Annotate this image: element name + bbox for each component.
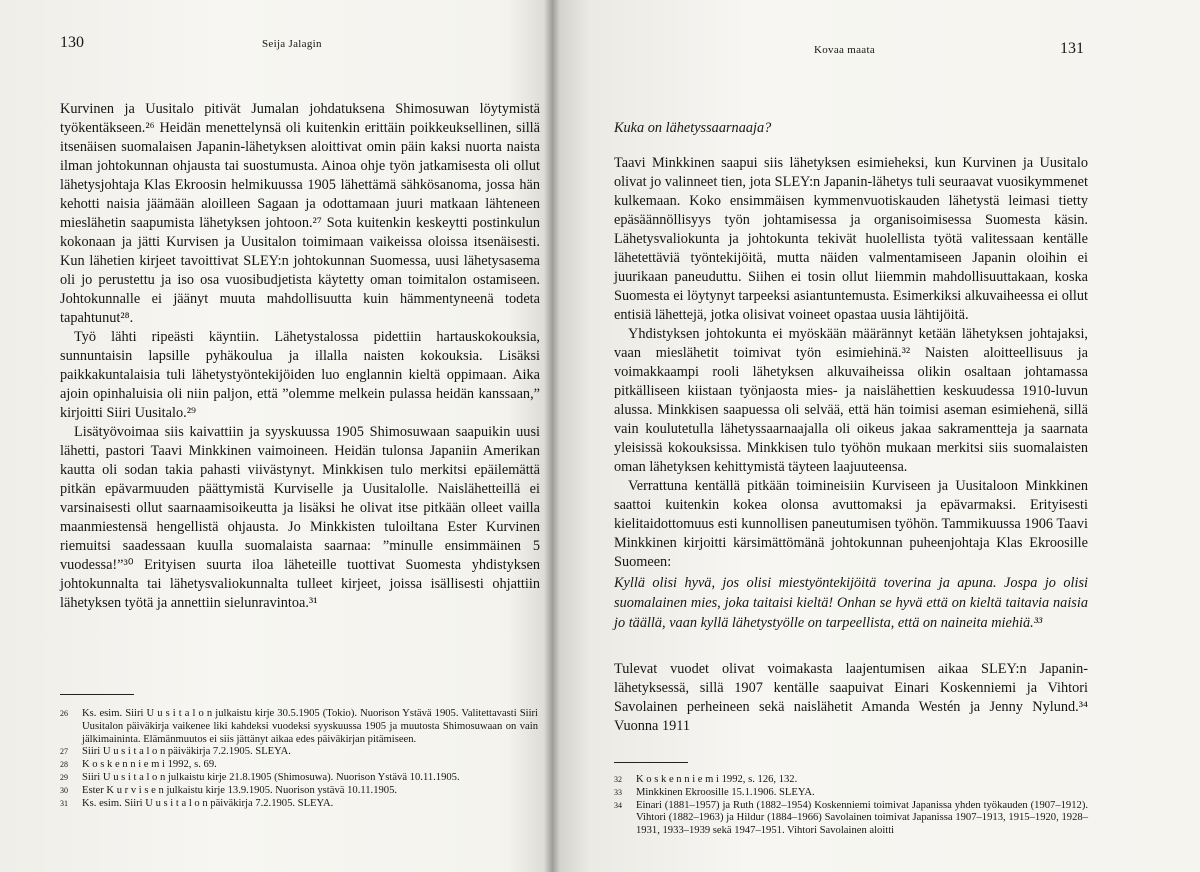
right-body-text	[614, 154, 1088, 572]
paragraph: Lisätyövoimaa siis kaivattiin ja syyskuussa 1905 Shimosuwaan saapuikin uusi lähetti, pastori Taavi Minkkinen vaimoineen. Heidän tulonsa Japaniin Amerikan kautta oli sodan takia pahasti viivästynyt. Minkkisen tulo merkitsi epäilemättä pitkän epävarmuuden päättymistä Kurviselle ja Uusitalolle. Naislähetteillä ei varsinaisesti ollut saarnaamisoikeutta ja lisäksi he olivat itse pitkään olleet vailla maanmiestensä hengellistä ohjausta. Jo Minkkisten tuloiltana Ester Kurvinen riemuitsi saadessaan kuulla suomalaista saarnaa: ”minulle ensimmäinen 5 vuodessa!”³⁰ Erityisen suurta iloa läheteille tuottivat Suomesta yhdistyksen johtokunnalta tai lähetysvaliokunnalta tulleet kirjeet, joissa isällisesti ohjattiin lähetyksen työtä ja annettiin sielunravintoa.³¹	[60, 424, 540, 611]
paragraph: Tulevat vuodet olivat voimakasta laajentumisen aikaa SLEY:n Japanin-lähetyksessä, sillä 1907 kentälle saapuivat Einari Koskenniemi ja Vihtori Savolainen perheineen sekä naislähetit Amanda Westén ja Jenny Nylund.³⁴ Vuonna 1911	[614, 661, 1088, 734]
paragraph: Verrattuna kentällä pitkään toimineisiin Kurviseen ja Uusitaloon Minkkinen saattoi kuitenkin kokea olonsa avuttomaksi ja epävarmaksi. Erityisesti kielitaidottomuus esti kunnollisen paneutumisen työhön. Tammikuussa 1906 Taavi Minkkinen kirjoitti kärsimättömänä johtokunnan puheenjohtaja Klas Ekroosille Suomeen:	[614, 478, 1088, 570]
footnote: 32 K o s k e n n i e m i 1992, s. 126, 132.	[614, 774, 798, 785]
page-number-right: 131	[1060, 40, 1084, 57]
right-body-continuation	[614, 660, 1088, 736]
paragraph: Taavi Minkkinen saapui siis lähetyksen esimieheksi, kun Kurvinen ja Uusitalo olivat jo valinneet tien, jota SLEY:n Japanin-lähetys tuli seuraavat vuosikymmenet kulkemaan. Koko ensimmäisen kymmenvuotiskauden lähetystä leimasi tietty epäsäännöllisyys työn johtamisessa ja organisoimisessa Suomesta käsin. Lähetysvaliokunta ja johtokunta tekivät huolellista työtä valitessaan kentälle lähetettäviä työntekijöitä, mutta näiden valmentamiseen Japanin oloihin ei juurikaan paneuduttu. Siihen ei tosin ollut liiemmin mahdollisuuttakaan, koska Suomesta ei löytynyt tarpeeksi asiantuntemusta. Esimerkiksi alkuvaiheessa ei ollut entisiä lähettejä, jotka olisivat voineet opastaa uusia lähtijöitä.	[614, 155, 1088, 323]
footnotes-left	[60, 708, 538, 810]
paragraph: Kurvinen ja Uusitalo pitivät Jumalan johdatuksena Shimosuwan löytymistä työkentäkseen.²⁶ Heidän menettelynsä oli kuitenkin erittäin poikkeuksellinen, sillä itsenäisen suomalaisen Japanin-lähetyksen aloittivat omin päin kaksi nuorta naista ilman johtokunnan ohjausta tai suostumusta. Ainoa ohje työn jatkamisesta oli ollut lähetysjohtaja Klas Ekroosin helmikuussa 1905 lähettämä sähkösanoma, jossa hän kehotti naisia jäämään aloilleen Sagaan ja odottamaan juuri matkaan lähteneen mieslähetin saapumista lähetyksen johtoon.²⁷ Sota kuitenkin keskeytti postinkulun kokonaan ja jätti Kurvisen ja Uusitalon toimimaan vaikeissa oloissa itsenäisesti. Kun lähetien kirjeet tavoittivat SLEY:n johtokunnan Suomessa, uusi lähetysasema oli jo perustettu ja iso osa vuosibudjetista käytetty oman toimitalon ostamiseen. Johtokunnalle ei jäänyt muuta mahdollisuutta kuin hämmentyneenä todeta tapahtunut²⁸.	[60, 101, 540, 326]
footnote: 30 Ester K u r v i s e n julkaistu kirje 13.9.1905. Nuorison ystävä 10.11.1905.	[60, 784, 398, 796]
book-gutter-shadow	[544, 0, 560, 872]
page-number-left: 130	[60, 34, 84, 51]
section-heading: Kuka on lähetyssaarnaaja?	[614, 120, 772, 136]
footnote: 29 Siiri U u s i t a l o n julkaistu kirje 21.8.1905 (Shimosuwa). Nuorison Ystävä 10.11.1905.	[60, 771, 460, 783]
footnote: 34 Einari (1881–1957) ja Ruth (1882–1954) Koskenniemi toimivat Japanissa yhden työkauden (1907–1912). Vihtori (1882–1963) ja Hildur (1884–1966) Savolainen toimivat Japanissa 1907–1913, 1915–1920, 1928–1931, 1933–1939 sekä 1947–1951. Vihtori Savolainen aloitti	[614, 799, 1088, 837]
paragraph: Työ lähti ripeästi käyntiin. Lähetystalossa pidettiin hartauskokouksia, sunnuntaisin lapsille pyhäkoulua ja illalla naisten kokouksia. Lisäksi paikkakuntalaisia tuli lähetystyöntekijöiden luo englannin kieltä oppimaan. Aika ajoin opinhaluisia oli niin paljon, että ”olemme melkein pulassa heidän kanssaan,” kirjoitti Siiri Uusitalo.²⁹	[60, 329, 540, 421]
left-body-text	[60, 100, 540, 613]
left-page	[0, 0, 552, 872]
footnote: 31 Ks. esim. Siiri U u s i t a l o n päiväkirja 7.2.1905. SLEYA.	[60, 797, 334, 809]
footnote-rule-right	[614, 762, 688, 763]
footnote: 33 Minkkinen Ekroosille 15.1.1906. SLEYA.	[614, 786, 815, 798]
running-head-left: Seija Jalagin	[262, 38, 322, 50]
footnote: 27 Siiri U u s i t a l o n päiväkirja 7.2.1905. SLEYA.	[60, 746, 291, 758]
footnote: 26 Ks. esim. Siiri U u s i t a l o n julkaistu kirje 30.5.1905 (Tokio). Nuorison Ystävä 1905. Valitettavasti Siiri Uusitalon päiväkirja vaikenee liki kahdeksi vuodeksi syyskuussa 1905 ja muutosta Shimosuwaan on vain jälkimaininta. Elämänmuutos ei siis jättänyt aikaa edes päiväkirjan pitämiseen.	[60, 708, 538, 745]
footnote-rule-left	[60, 694, 134, 695]
footnote: 28 K o s k e n n i e m i 1992, s. 69.	[60, 759, 217, 771]
footnotes-right	[614, 774, 1088, 838]
running-head-right: Kovaa maata	[814, 44, 876, 56]
paragraph: Yhdistyksen johtokunta ei myöskään määrännyt ketään lähetyksen johtajaksi, vaan mieslähetit toimivat työn esimiehinä.³² Naisten aloitteellisuus ja voimakkaampi rooli lähetyksen alkuvaiheissa olikin osaltaan johtamassa pitkälliseen kiistaan työnjaosta mies- ja naislähettien keskuudessa 1910-luvun alussa. Minkkisen saapuessa oli selvää, että hän toimisi aseman esimiehenä, sillä vain koulutetulla lähetyssaarnaajalla oli oikeus jakaa sakramentteja ja saarnata yleisissä kokouksissa. Minkkisen tulo työhön mukaan merkitsi siis suomalaisten oman lähetyksen kehittymistä täyteen laajuuteensa.	[614, 326, 1088, 475]
block-quote: Kyllä olisi hyvä, jos olisi miestyöntekijöitä toverina ja apuna. Jospa jo olisi suomalainen mies, joka taitaisi kieltä! Onhan se hyvä että on kieltä taitavia naisia jo täällä, vaan kyllä lähetystyölle on tarpeellista, että on naineita miehiä.³³	[614, 575, 1088, 631]
right-page	[552, 0, 1200, 872]
